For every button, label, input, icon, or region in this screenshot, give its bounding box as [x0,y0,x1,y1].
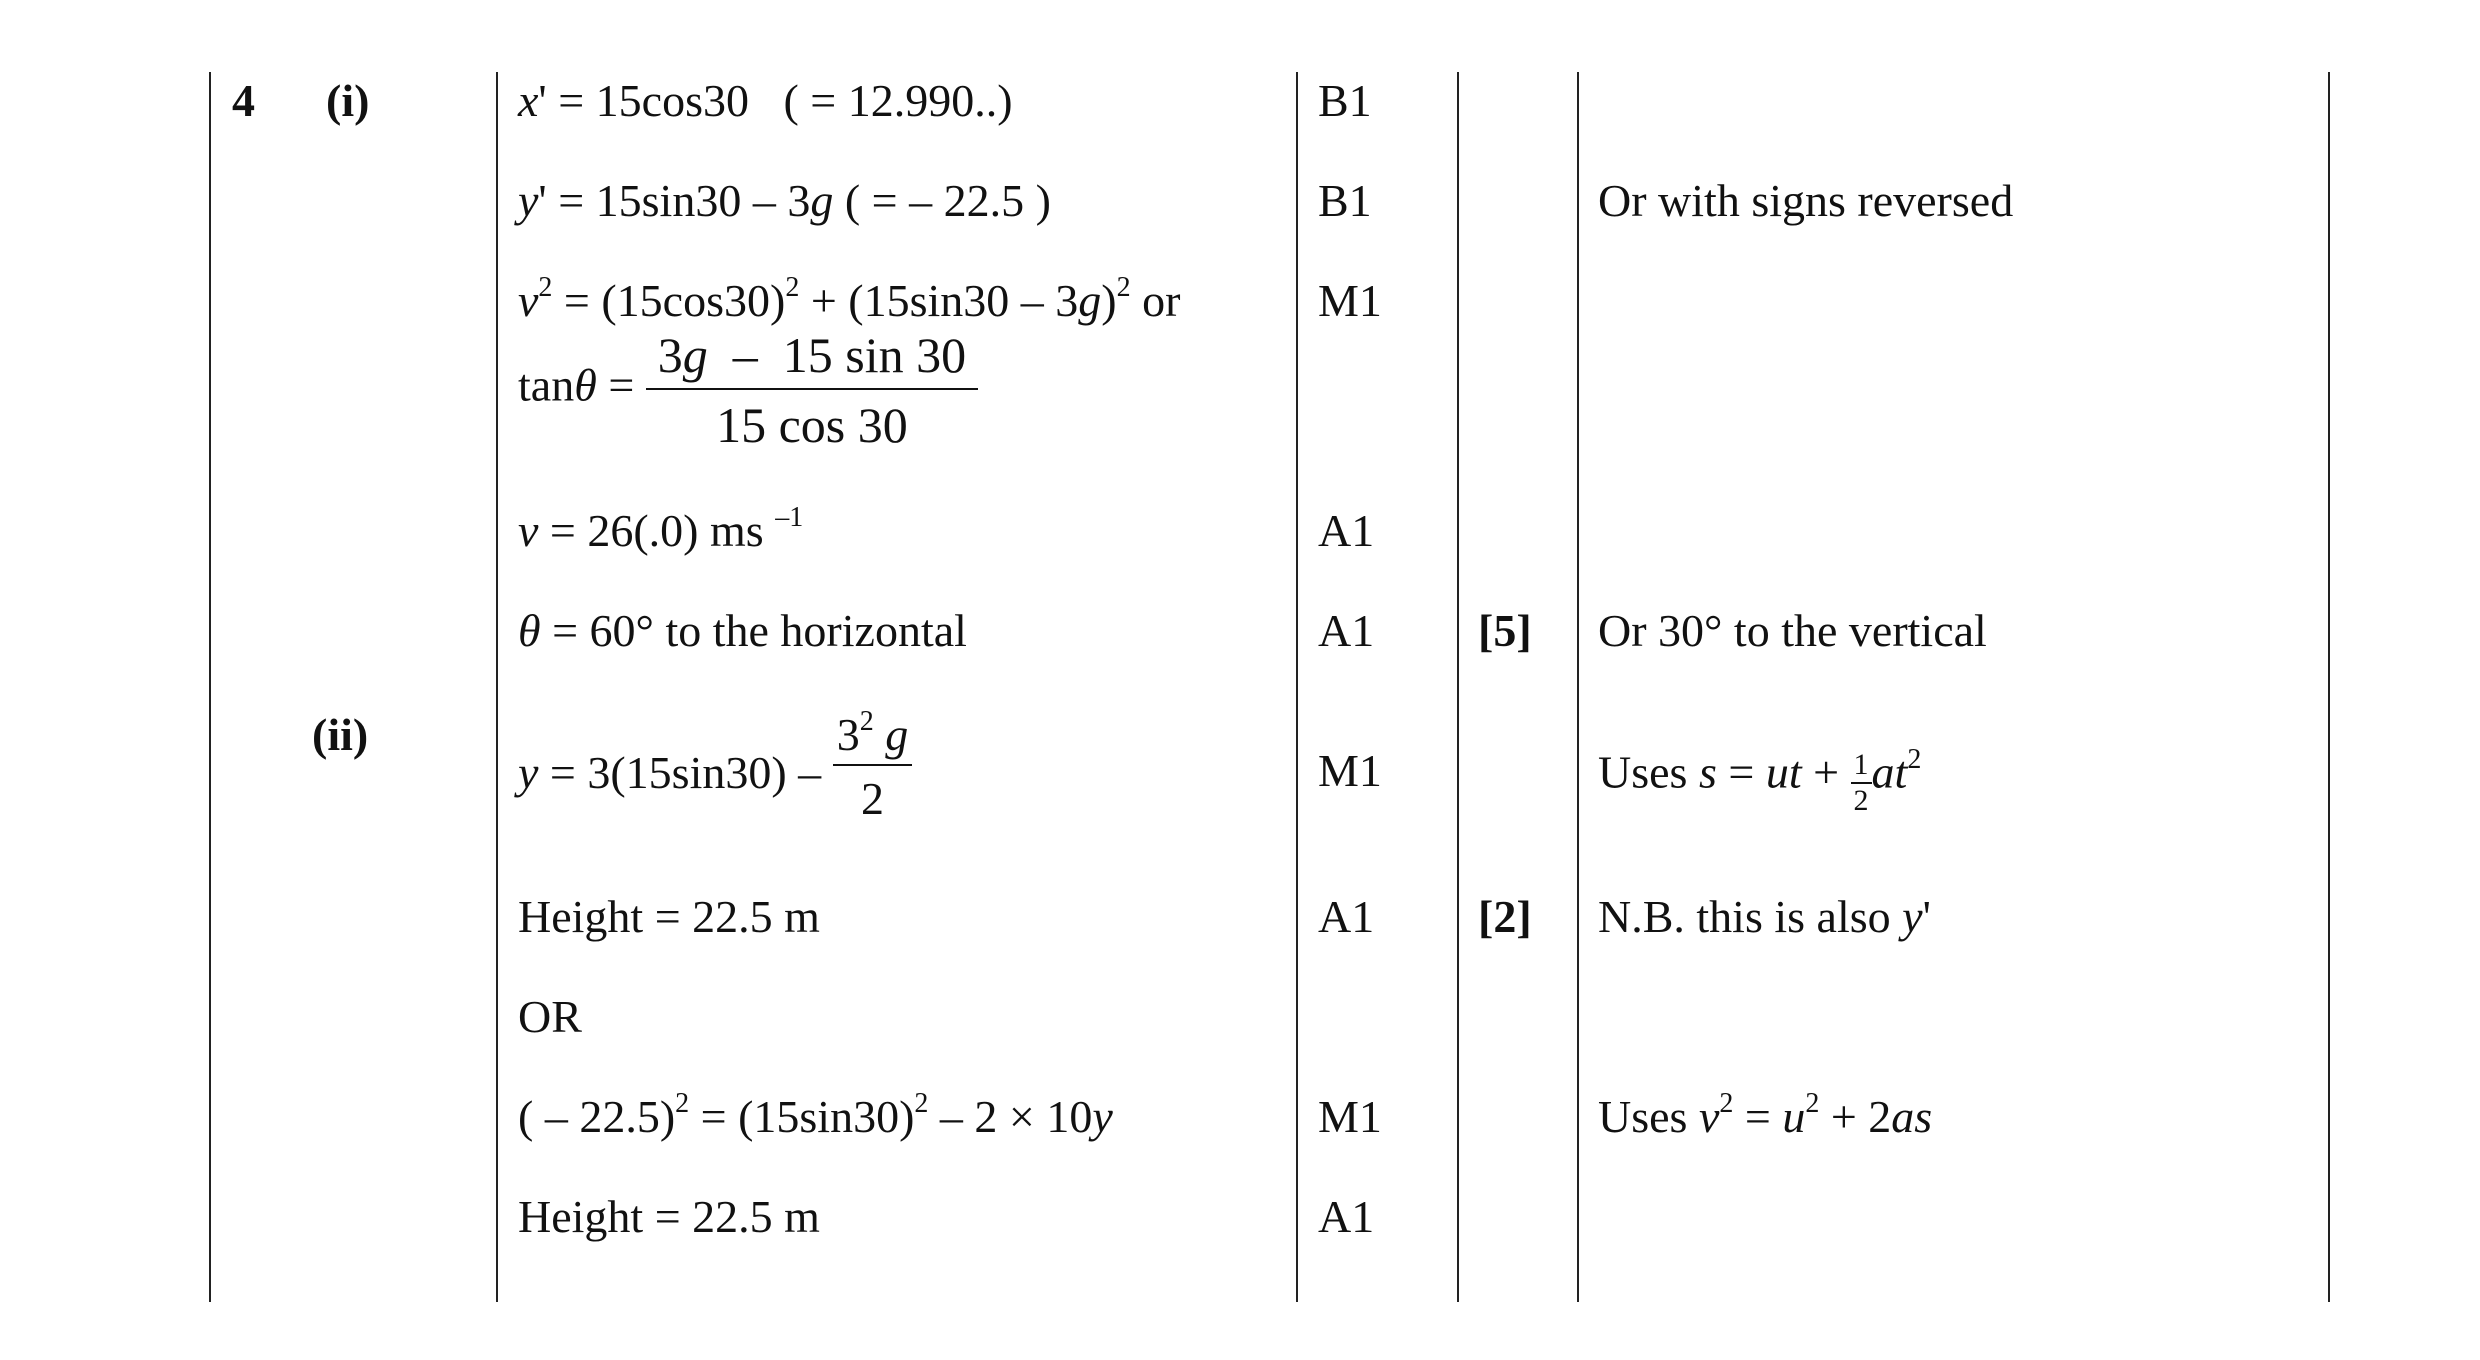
answer-line-height: Height = 22.5 m [518,891,820,942]
part-label-ii: (ii) [312,709,369,760]
table-rule-total [1457,72,1459,1302]
answer-line-alt-formula: ( – $22.5)^2 = (15\sin 30)^2 - 2 \times 10y$ [518,1088,1113,1142]
tan-theta-fraction: $\frac{3g - 15 \sin 30}{15 \cos 30}$ [646,330,978,450]
mark-m1: M1 [1318,275,1382,326]
mark-b1: B1 [1318,175,1372,226]
guidance-note: Uses $v^2 = u^2 + 2as$ [1598,1088,1933,1142]
part-total: [2] [1478,891,1532,942]
mark-b1: B1 [1318,75,1372,126]
alternative-method-label: OR [518,991,582,1042]
table-rule-left [209,72,211,1302]
table-rule-mark [1296,72,1298,1302]
answer-line-height-formula: y = 3(15sin30) – $\frac{3^2 g}{2}$ [518,712,912,822]
height-fraction: $\frac{3^2 g}{2}$ [833,712,913,822]
mark-m1: M1 [1318,1091,1382,1142]
guidance-note: N.B. this is also y' [1598,891,1931,942]
mark-a1: A1 [1318,891,1375,942]
mark-a1: A1 [1318,1191,1375,1242]
answer-line-height: Height = 22.5 m [518,1191,820,1242]
question-number: 4 [232,75,255,126]
answer-line-x-velocity: x' = 15cos30 ( = 12.990..) [518,75,1013,126]
part-label-i: (i) [326,75,370,126]
table-rule-answer [496,72,498,1302]
guidance-note: Uses s = ut + $\frac{1}{2}$ $at^2$ [1598,743,1922,817]
answer-line-y-velocity: y' = 15sin30 – 3g ( = – 22.5 ) [518,175,1051,226]
table-rule-notes [1577,72,1579,1302]
mark-a1: A1 [1318,505,1375,556]
table-rule-right [2328,72,2330,1302]
part-total: [5] [1478,605,1532,656]
answer-line-speed-squared: $v^2 = (15\cos 30)^2 + (15\sin 30 - 3g)^2$ or [518,272,1181,326]
guidance-note: Or with signs reversed [1598,175,2014,226]
mark-a1: A1 [1318,605,1375,656]
mark-m1: M1 [1318,745,1382,796]
guidance-note: Or 30° to the vertical [1598,605,1987,656]
answer-line-tan-theta: tanθ = $\frac{3g - 15 \sin 30}{15 \cos 30}$ [518,330,978,450]
answer-line-angle: θ = 60° to the horizontal [518,605,967,656]
answer-line-speed: v = 26(.0) ms $^{-1}$ [518,502,804,556]
